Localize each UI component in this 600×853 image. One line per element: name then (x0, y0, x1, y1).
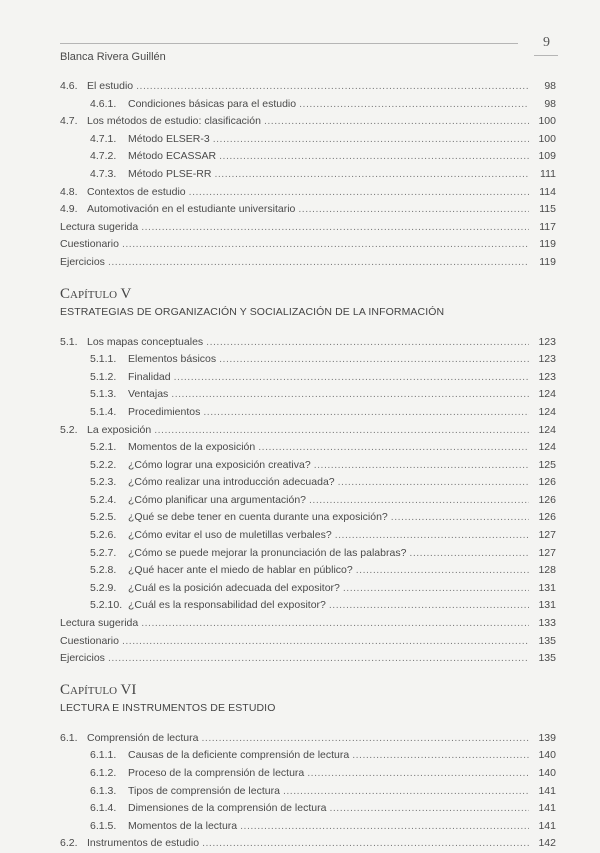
toc-entry (60, 765, 556, 783)
toc-entry (60, 404, 556, 422)
dot-leader (391, 509, 529, 527)
dot-leader (264, 113, 529, 131)
dot-leader (329, 597, 529, 615)
dot-leader (307, 765, 529, 783)
toc-entry-title: Momentos de la exposición (128, 441, 256, 454)
toc-entry-number: 5.2.6. (90, 529, 117, 542)
toc-entry-page: 135 (538, 634, 556, 647)
toc-entry-page: 119 (539, 238, 556, 251)
toc-entry (60, 580, 556, 598)
toc-entry-number: 4.6. (60, 80, 78, 92)
toc-entry-number: 5.2. (60, 423, 78, 436)
toc-entry-page: 127 (538, 529, 556, 542)
toc-entry-title: Método ELSER-3 (128, 132, 210, 145)
toc-entry-page: 98 (544, 80, 556, 92)
toc-entry-number: 5.1. (60, 335, 78, 348)
dot-leader (335, 527, 529, 545)
toc-entry-page: 124 (538, 441, 556, 454)
toc-entry-title: Procedimientos (128, 405, 201, 418)
toc-entry (60, 184, 556, 202)
dot-leader (154, 422, 529, 440)
toc-entry-title: El estudio (87, 80, 134, 92)
toc-entry-title: Comprensión de lectura (87, 731, 199, 744)
toc-entry-page: 123 (538, 353, 556, 366)
toc-entry-number: 4.7.3. (90, 167, 117, 180)
toc-entry-title: ¿Cuál es la responsabilidad del expositor? (128, 599, 326, 612)
dot-leader (298, 201, 529, 219)
toc-entry-number: 5.2.3. (90, 476, 117, 489)
dot-leader (174, 369, 529, 387)
toc-entry-page: 140 (538, 749, 556, 762)
toc-entry (60, 386, 556, 404)
dot-leader (189, 184, 529, 202)
toc-entry (60, 597, 556, 615)
toc-entry-page: 141 (538, 784, 556, 797)
toc-entry-number: 5.1.3. (90, 388, 117, 401)
toc-entry-page: 141 (538, 802, 556, 815)
toc-entry-page: 98 (544, 97, 556, 110)
dot-leader (343, 580, 529, 598)
toc-entry-page: 126 (538, 511, 556, 524)
dot-leader (240, 818, 529, 836)
toc-entry-title: ¿Qué hacer ante el miedo de hablar en público? (128, 564, 353, 577)
toc-entry-page: 117 (539, 220, 556, 233)
dot-leader (171, 386, 529, 404)
toc-entry-page: 114 (539, 185, 556, 198)
running-head-author: Blanca Rivera Guillén (60, 51, 166, 63)
toc-entry-page: 124 (538, 423, 556, 436)
toc-entry-title: ¿Cómo evitar el uso de muletillas verbales? (128, 529, 332, 542)
toc-entry (60, 166, 556, 184)
toc-entry-page: 125 (538, 458, 556, 471)
toc-entry-title: Lectura sugerida (60, 220, 139, 233)
toc-entry-number: 4.7.2. (90, 150, 117, 163)
toc-entry-number: 5.2.5. (90, 511, 117, 524)
toc-entry-page: 126 (538, 493, 556, 506)
chapter-title: ESTRATEGIAS DE ORGANIZACIÓN Y SOCIALIZACIÓN DE LA INFORMACIÓN (60, 305, 445, 318)
toc-entry-number: 6.1.1. (90, 749, 117, 762)
toc-entry (60, 131, 556, 149)
toc-entry-number: 6.2. (60, 837, 78, 850)
toc-entry-title: Cuestionario (60, 634, 119, 647)
toc-entry (60, 818, 556, 836)
toc-entry-page: 124 (538, 405, 556, 418)
toc-entry-number: 4.6.1. (90, 97, 117, 110)
toc-entry-title: La exposición (87, 423, 152, 436)
toc-entry (60, 254, 556, 272)
dot-leader (219, 351, 529, 369)
toc-entry-number: 5.2.8. (90, 564, 117, 577)
toc-entry-title: Causas de la deficiente comprensión de lectura (128, 749, 350, 762)
toc-entry-page: 135 (538, 652, 556, 665)
toc-entry (60, 201, 556, 219)
dot-leader (258, 439, 529, 457)
toc-entry-page: 142 (538, 837, 556, 850)
toc-entry (60, 219, 556, 237)
dot-leader (356, 562, 529, 580)
chapter-heading: Capítulo V (60, 285, 132, 302)
dot-leader (141, 219, 529, 237)
toc-entry (60, 422, 556, 440)
toc-entry-number: 5.2.2. (90, 458, 117, 471)
toc-entry (60, 369, 556, 387)
toc-entry-page: 119 (539, 255, 556, 268)
toc-entry-number: 6.1.2. (90, 767, 117, 779)
toc-entry-number: 5.1.2. (90, 370, 117, 383)
toc-entry-number: 5.2.4. (90, 493, 117, 506)
toc-entry-title: Condiciones básicas para el estudio (128, 97, 297, 110)
toc-entry-page: 115 (539, 203, 556, 216)
toc-entry-page: 127 (538, 546, 556, 559)
dot-leader (108, 650, 529, 668)
toc-entry-title: ¿Cómo se puede mejorar la pronunciación de las palabras? (128, 546, 407, 559)
toc-entry (60, 351, 556, 369)
toc-entry-number: 4.9. (60, 203, 78, 216)
toc-entry-title: Tipos de comprensión de lectura (128, 784, 280, 797)
toc-entry-title: ¿Cuál es la posición adecuada del expositor? (128, 581, 340, 594)
dot-leader (213, 131, 529, 149)
dot-leader (314, 457, 529, 475)
toc-entry (60, 236, 556, 254)
toc-entry-title: Momentos de la lectura (128, 819, 238, 832)
dot-leader (214, 166, 529, 184)
toc-entry (60, 78, 556, 96)
page-number: 9 (543, 35, 550, 50)
toc-entry-title: Lectura sugerida (60, 617, 139, 630)
toc-entry-page: 123 (538, 370, 556, 383)
toc-entry-page: 124 (538, 388, 556, 401)
chapter-title: LECTURA E INSTRUMENTOS DE ESTUDIO (60, 701, 276, 714)
dot-leader (202, 835, 529, 853)
toc-entry-page: 109 (538, 150, 556, 163)
toc-entry (60, 474, 556, 492)
dot-leader (299, 96, 529, 114)
toc-entry-title: Proceso de la comprensión de lectura (128, 767, 305, 779)
toc-entry-number: 5.2.7. (90, 546, 117, 559)
toc-entry-title: Cuestionario (60, 238, 119, 251)
toc-entry-title: ¿Cómo realizar una introducción adecuada? (128, 476, 335, 489)
chapter-spacer (60, 718, 556, 730)
dot-leader (219, 148, 529, 166)
toc-entry-title: Contextos de estudio (87, 185, 186, 198)
toc-entry-title: ¿Qué se debe tener en cuenta durante una exposición? (128, 511, 388, 524)
toc-entry-page: 139 (538, 731, 556, 744)
toc-entry-page: 131 (538, 581, 556, 594)
toc-entry-page: 126 (538, 476, 556, 489)
dot-leader (338, 474, 529, 492)
toc-entry-page: 111 (540, 167, 556, 180)
toc-entry (60, 96, 556, 114)
dot-leader (206, 334, 529, 352)
dot-leader (203, 404, 529, 422)
dot-leader (309, 492, 529, 510)
toc-entry (60, 783, 556, 801)
toc-entry-title: Método ECASSAR (128, 150, 217, 163)
toc-entry (60, 747, 556, 765)
toc-entry-number: 5.2.1. (90, 441, 117, 454)
toc-entry-title: Elementos básicos (128, 353, 217, 366)
toc-entry-page: 128 (538, 564, 556, 577)
toc-entry-number: 4.7. (60, 115, 78, 128)
toc-entry-number: 5.1.1. (90, 353, 117, 366)
toc-entry-title: Instrumentos de estudio (87, 837, 200, 850)
toc-entry-title: ¿Cómo planificar una argumentación? (128, 493, 307, 506)
toc-entry-title: Método PLSE-RR (128, 167, 212, 180)
toc-entry (60, 633, 556, 651)
toc-entry-number: 5.2.10. (90, 599, 123, 612)
toc-entry-title: Ejercicios (60, 652, 105, 665)
toc-entry-number: 6.1.3. (90, 784, 117, 797)
toc-entry-title: Finalidad (128, 370, 171, 383)
dot-leader (141, 615, 529, 633)
dot-leader (329, 800, 529, 818)
toc-entry-title: Dimensiones de la comprensión de lectura (128, 802, 327, 815)
toc-entry-page: 100 (538, 115, 556, 128)
toc-entry (60, 334, 556, 352)
toc-entry (60, 527, 556, 545)
toc-entry-page: 133 (538, 617, 556, 630)
toc-entry-page: 100 (538, 132, 556, 145)
header-rule-right (534, 55, 558, 56)
toc-entry (60, 439, 556, 457)
toc-entry (60, 615, 556, 633)
toc-entry-page: 141 (538, 819, 556, 832)
toc-entry (60, 113, 556, 131)
chapter-spacer (60, 322, 556, 334)
toc-entry (60, 835, 556, 853)
toc-entry-number: 4.7.1. (90, 132, 117, 145)
dot-leader (122, 236, 529, 254)
toc-entry (60, 562, 556, 580)
toc-entry (60, 148, 556, 166)
toc-entry (60, 545, 556, 563)
chapter-heading: Capítulo VI (60, 681, 137, 698)
table-of-contents (60, 78, 556, 853)
toc-entry (60, 730, 556, 748)
dot-leader (108, 254, 529, 272)
toc-entry (60, 457, 556, 475)
toc-entry-number: 6.1.4. (90, 802, 117, 815)
dot-leader (352, 747, 529, 765)
toc-entry (60, 509, 556, 527)
toc-entry-title: Automotivación en el estudiante universitario (87, 203, 296, 216)
toc-entry-title: Los mapas conceptuales (87, 335, 204, 348)
toc-entry-number: 6.1. (60, 731, 78, 744)
toc-entry-title: Ejercicios (60, 255, 105, 268)
toc-entry-title: ¿Cómo lograr una exposición creativa? (128, 458, 311, 471)
dot-leader (136, 78, 529, 96)
toc-entry-page: 131 (538, 599, 556, 612)
dot-leader (122, 633, 529, 651)
toc-entry (60, 650, 556, 668)
toc-entry-title: Los métodos de estudio: clasificación (87, 115, 261, 128)
dot-leader (409, 545, 529, 563)
header-rule (60, 43, 518, 44)
dot-leader (283, 783, 529, 801)
toc-entry-number: 5.2.9. (90, 581, 117, 594)
toc-entry-page: 123 (538, 335, 556, 348)
toc-entry-number: 5.1.4. (90, 405, 117, 418)
toc-entry (60, 800, 556, 818)
toc-entry-title: Ventajas (128, 388, 169, 401)
dot-leader (201, 730, 529, 748)
toc-entry-page: 140 (538, 767, 556, 779)
toc-entry-number: 4.8. (60, 185, 78, 198)
toc-entry (60, 492, 556, 510)
toc-entry-number: 6.1.5. (90, 819, 117, 832)
